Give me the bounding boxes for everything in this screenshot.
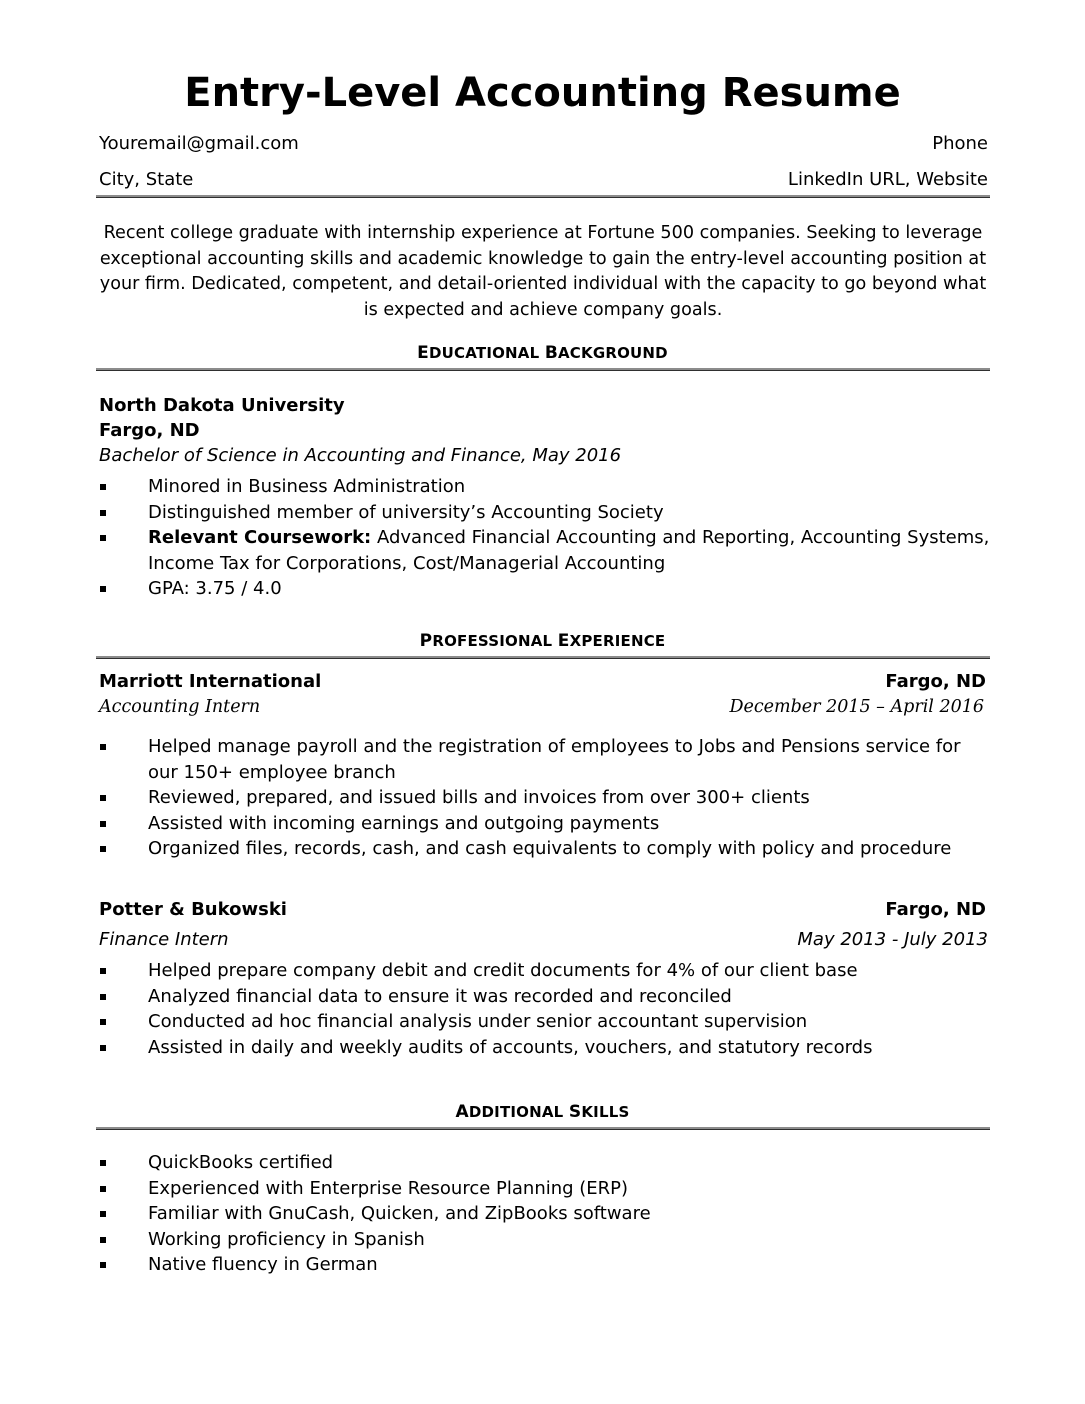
bullet-icon bbox=[100, 821, 106, 827]
list-item: Helped prepare company debit and credit documents for 4% of our client base bbox=[96, 958, 990, 984]
bullet-icon bbox=[100, 1186, 106, 1192]
header-divider bbox=[96, 195, 990, 198]
contact-location: City, State bbox=[99, 169, 194, 190]
list-item: Working proficiency in Spanish bbox=[96, 1227, 990, 1253]
bullet-icon bbox=[100, 795, 106, 801]
bullet-icon bbox=[100, 484, 106, 490]
skills-divider bbox=[96, 1127, 990, 1130]
bullet-icon bbox=[100, 1237, 106, 1243]
job-bullets bbox=[96, 958, 990, 1060]
list-item: Analyzed financial data to ensure it was recorded and reconciled bbox=[96, 984, 990, 1010]
bullet-icon bbox=[100, 846, 106, 852]
bullet-icon bbox=[100, 994, 106, 1000]
summary bbox=[96, 221, 990, 323]
education-divider bbox=[96, 368, 990, 371]
skills-heading: ADDITIONAL SKILLS bbox=[455, 1102, 630, 1122]
job-role: Accounting Intern bbox=[99, 697, 261, 717]
education-bullets bbox=[96, 474, 990, 602]
list-item: Familiar with GnuCash, Quicken, and ZipBooks software bbox=[96, 1201, 990, 1227]
job-company: Marriott International bbox=[99, 671, 322, 692]
resume-title: Entry-Level Accounting Resume bbox=[184, 70, 901, 116]
summary-line: your firm. Dedicated, competent, and detail-oriented individual with the capacity to go beyond what bbox=[99, 274, 987, 294]
bullet-icon bbox=[100, 968, 106, 974]
contact-email: Youremail@gmail.com bbox=[99, 133, 299, 154]
summary-line: exceptional accounting skills and academic knowledge to gain the entry-level accounting position at bbox=[99, 248, 987, 269]
list-item: Conducted ad hoc financial analysis under senior accountant supervision bbox=[96, 1009, 990, 1035]
job-company: Potter & Bukowski bbox=[99, 899, 287, 920]
skills-bullets bbox=[96, 1150, 990, 1278]
bullet-icon bbox=[100, 1211, 106, 1217]
job-dates: May 2013 - July 2013 bbox=[797, 929, 988, 950]
bullet-icon bbox=[100, 586, 106, 592]
list-item: Native fluency in German bbox=[96, 1252, 990, 1278]
education-heading: EDUCATIONAL BACKGROUND bbox=[417, 343, 668, 363]
bullet-icon bbox=[100, 1019, 106, 1025]
list-item: Organized files, records, cash, and cash equivalents to comply with policy and procedure bbox=[96, 836, 990, 862]
list-item: Assisted in daily and weekly audits of accounts, vouchers, and statutory records bbox=[96, 1035, 990, 1061]
job-role: Finance Intern bbox=[99, 929, 229, 950]
list-item: Experienced with Enterprise Resource Planning (ERP) bbox=[96, 1176, 990, 1202]
list-item: Minored in Business Administration bbox=[96, 474, 990, 500]
job-location: Fargo, ND bbox=[885, 671, 986, 692]
list-item: QuickBooks certified bbox=[96, 1150, 990, 1176]
school-location: Fargo, ND bbox=[99, 420, 200, 441]
degree: Bachelor of Science in Accounting and Finance, May 2016 bbox=[99, 445, 622, 466]
bullet-icon bbox=[100, 510, 106, 516]
job-location: Fargo, ND bbox=[885, 899, 986, 920]
list-item bbox=[96, 525, 990, 576]
list-item: Assisted with incoming earnings and outgoing payments bbox=[96, 811, 990, 837]
experience-heading: PROFESSIONAL EXPERIENCE bbox=[419, 631, 666, 651]
bullet-icon bbox=[100, 744, 106, 750]
bullet-icon bbox=[100, 1160, 106, 1166]
bullet-icon bbox=[100, 535, 106, 541]
summary-line: Recent college graduate with internship experience at Fortune 500 companies. Seeking to leverage bbox=[103, 223, 983, 243]
list-item: Distinguished member of university’s Accounting Society bbox=[96, 500, 990, 526]
school-name: North Dakota University bbox=[99, 395, 345, 416]
bullet-icon bbox=[100, 1045, 106, 1051]
summary-line: is expected and achieve company goals. bbox=[363, 299, 723, 320]
list-item: Reviewed, prepared, and issued bills and invoices from over 300+ clients bbox=[96, 785, 990, 811]
list-item: GPA: 3.75 / 4.0 bbox=[96, 576, 990, 602]
contact-phone: Phone bbox=[932, 133, 988, 154]
coursework-label: Relevant Coursework: bbox=[148, 527, 372, 548]
coursework-text: Advanced Financial Accounting and Reporting, Accounting Systems, Income Tax for Corporations, Cost/Managerial Accounting bbox=[148, 527, 990, 574]
bullet-icon bbox=[100, 1262, 106, 1268]
job-dates: December 2015 – April 2016 bbox=[729, 697, 984, 717]
contact-links: LinkedIn URL, Website bbox=[787, 169, 988, 190]
list-item: Helped manage payroll and the registration of employees to Jobs and Pensions service for our 150+ employee branch bbox=[96, 734, 990, 785]
job-bullets bbox=[96, 734, 990, 862]
experience-divider bbox=[96, 656, 990, 659]
